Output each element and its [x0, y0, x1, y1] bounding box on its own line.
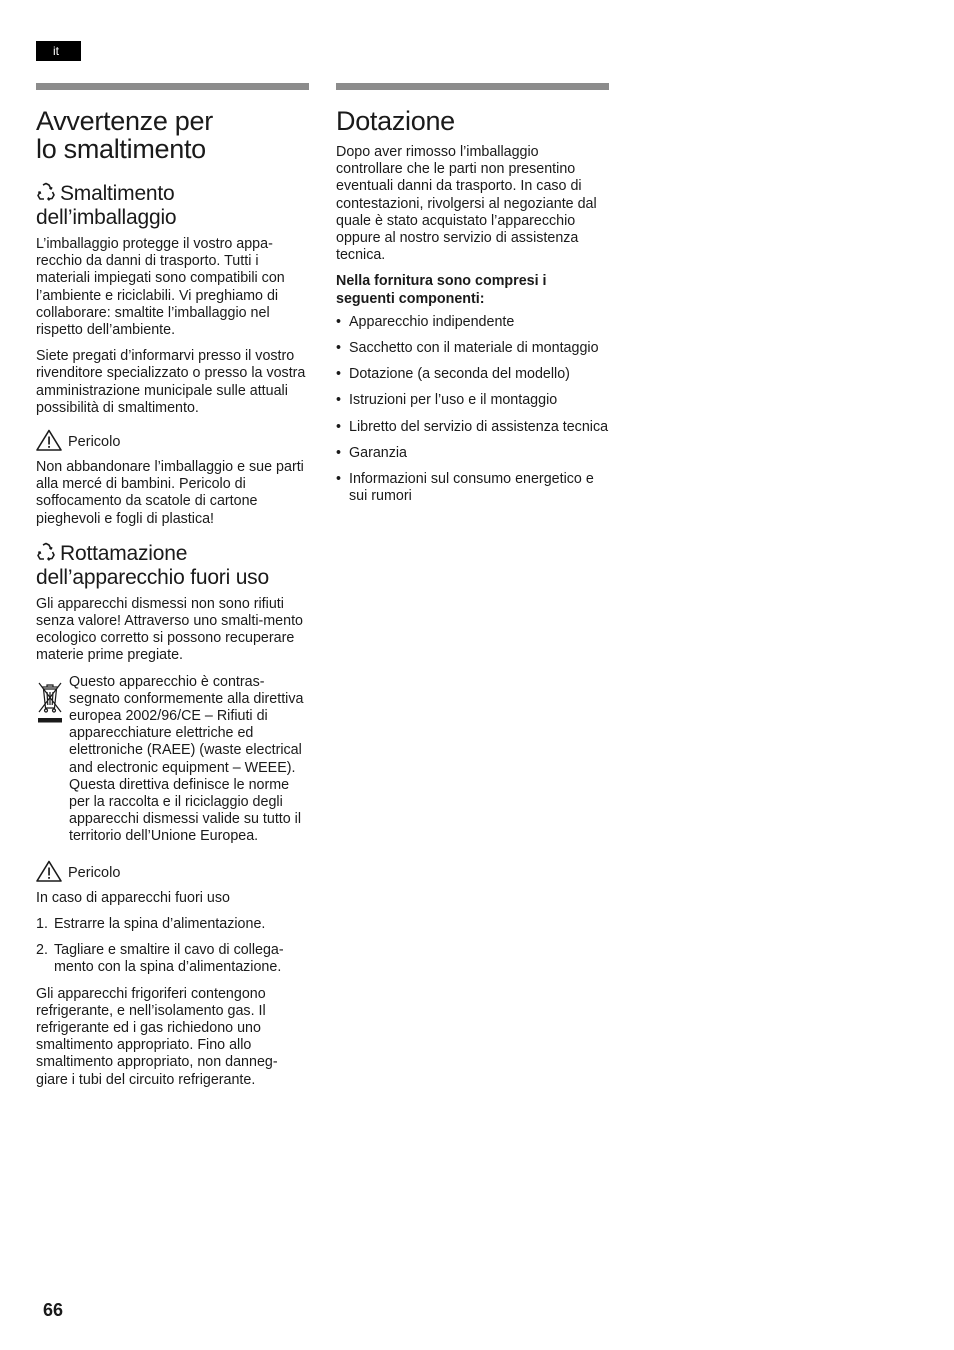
- list-item: • Informazioni sul consumo energetico e sui rumori: [336, 471, 594, 505]
- equipment-title: Dotazione: [336, 106, 455, 136]
- packaging-paragraph-2: Siete pregati d’informarvi presso il vostro rivenditore specializzato o presso la vostra amministrazione municipale sulle attuali possibilità di smaltimento.: [36, 348, 306, 416]
- packaging-disposal-heading: Smaltimento dell’imballaggio: [36, 182, 177, 229]
- disposal-steps: [36, 916, 309, 977]
- list-item: • Sacchetto con il materiale di montaggio: [336, 340, 599, 357]
- weee-text: Questo apparecchio è contras-segnato conformemente alla direttiva europea 2002/96/CE – Rifiuti di apparecchiature elettriche ed elettroniche (RAEE) (waste electrical and electronic equipment – WEEE). Questa direttiva definisce le norme per la raccolta e il riciclaggio degli apparecchi dismessi valide su tutto il territorio dell’Unione Europea.: [69, 673, 304, 845]
- recycle-icon: [36, 182, 56, 202]
- warning-heading: [36, 860, 309, 882]
- warning-label: Pericolo: [68, 434, 121, 451]
- recycle-icon: [36, 542, 56, 562]
- components-list: [336, 314, 609, 506]
- equipment-paragraph: Dopo aver rimosso l’imballaggio controllare che le parti non presentino eventuali danni da trasporto. In caso di contestazioni, rivolgersi al negoziante dal quale è stato acquistato l’apparecchio oppure al nostro servizio di assistenza tecnica.: [336, 144, 597, 264]
- section-rule: [36, 83, 309, 90]
- warning-triangle-icon: [36, 429, 62, 451]
- list-item: • Dotazione (a seconda del modello): [336, 366, 570, 383]
- list-item: • Istruzioni per l’uso e il montaggio: [336, 392, 558, 409]
- list-item: • Garanzia: [336, 444, 408, 461]
- crossed-bin-icon: [36, 674, 69, 846]
- right-column: [336, 83, 609, 514]
- warning-label: Pericolo: [68, 864, 121, 881]
- appliance-disposal-heading: Rottamazione dell’apparecchio fuori uso: [36, 541, 269, 589]
- warning-triangle-icon: [36, 860, 62, 882]
- page-number: 66: [43, 1300, 64, 1320]
- list-item: • Apparecchio indipendente: [336, 313, 515, 330]
- warning-intro: In caso di apparecchi fuori uso: [36, 889, 230, 906]
- refrigerant-paragraph: Gli apparecchi frigoriferi contengono refrigerante, e nell’isolamento gas. Il refrigerante ed i gas richiedono uno smaltimento appropriato. Fino allo smaltimento appropriato, non danneg-giare i tubi del circuito refrigerante.: [36, 985, 278, 1088]
- section-rule: [336, 83, 609, 90]
- step-item: 2. Tagliare e smaltire il cavo di collega-mento con la spina d’alimentazione.: [36, 942, 284, 976]
- title-line-2: lo smaltimento: [36, 134, 206, 164]
- language-tag: it: [36, 41, 81, 61]
- left-column: [36, 83, 309, 1098]
- warning-heading: [36, 429, 309, 451]
- title-line-1: Avvertenze per: [36, 106, 213, 136]
- warning-text: Non abbandonare l’imballaggio e sue parti alla mercé di bambini. Pericolo di soffocamento da scatole di cartone pieghevoli e fogli di plastica!: [36, 459, 304, 527]
- step-item: 1. Estrarre la spina d’alimentazione.: [36, 915, 266, 932]
- list-item: • Libretto del servizio di assistenza tecnica: [336, 418, 609, 435]
- weee-block: [36, 674, 309, 846]
- page-title: [36, 107, 309, 163]
- appliance-paragraph: Gli apparecchi dismessi non sono rifiuti senza valore! Attraverso uno smalti-mento ecologico corretto si possono recuperare materie prime pregiate.: [36, 595, 303, 664]
- components-intro: Nella fornitura sono compresi i seguenti componenti:: [336, 273, 547, 307]
- packaging-paragraph-1: L’imballaggio protegge il vostro appa-recchio da danni di trasporto. Tutti i materiali impiegati sono compatibili con l’ambiente e riciclabili. Vi preghiamo di collaborare: smaltite l’imballaggio nel rispetto dell’ambiente.: [36, 236, 285, 339]
